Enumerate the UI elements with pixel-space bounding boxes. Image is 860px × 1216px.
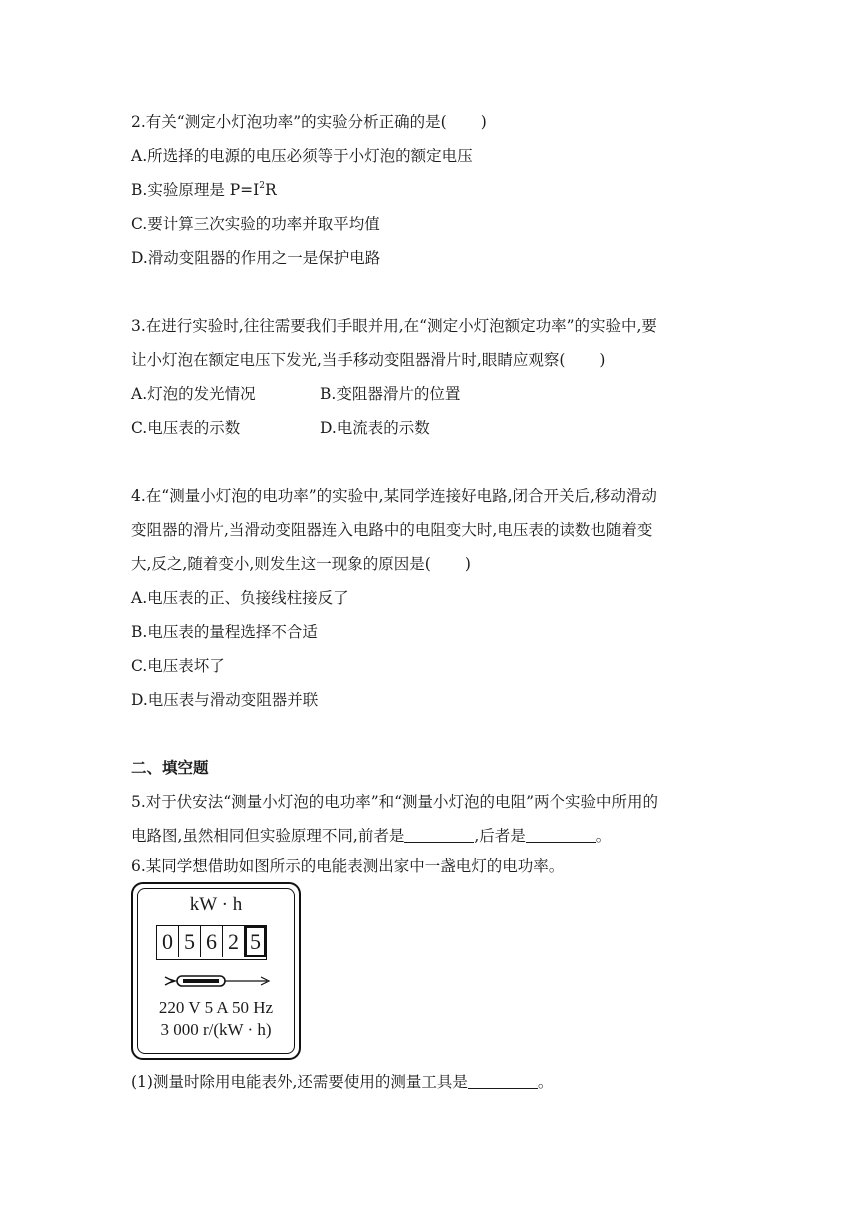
rotating-disc-icon <box>163 970 275 992</box>
fill-blank[interactable] <box>526 826 596 843</box>
q3-stem-line1: 3.在进行实验时,往往需要我们手眼并用,在“测定小灯泡额定功率”的实验中,要 <box>131 317 657 335</box>
q4-option-b: B.电压表的量程选择不合适 <box>131 623 318 641</box>
q2-stem: 2.有关“测定小灯泡功率”的实验分析正确的是( ) <box>131 113 487 131</box>
q3-option-b: B.变阻器滑片的位置 <box>320 385 461 403</box>
q2-option-c: C.要计算三次实验的功率并取平均值 <box>131 215 380 233</box>
meter-constant-label: 3 000 r/(kW · h) <box>160 1020 272 1039</box>
q3-options-row1 <box>131 384 461 404</box>
meter-rating-label: 220 V 5 A 50 Hz <box>158 998 274 1017</box>
meter-digit: 0 <box>157 926 179 957</box>
fill-blank[interactable] <box>468 1072 538 1089</box>
meter-digit-decimal: 5 <box>245 926 266 957</box>
meter-unit-label: kW · h <box>189 894 243 915</box>
meter-digit: 2 <box>223 926 245 957</box>
q4-stem-line1: 4.在“测量小灯泡的电功率”的实验中,某同学连接好电路,闭合开关后,移动滑动 <box>131 487 657 505</box>
q5-stem-line2: 电路图,虽然相同但实验原理不同,前者是 ,后者是 。 <box>131 827 612 845</box>
energy-meter-figure <box>131 882 301 1060</box>
fill-blank[interactable] <box>404 826 474 843</box>
q4-stem-line3: 大,反之,随着变小,则发生这一现象的原因是( ) <box>131 555 471 573</box>
section-title: 二、填空题 <box>131 759 209 777</box>
q5-stem-line1: 5.对于伏安法“测量小灯泡的电功率”和“测量小灯泡的电阻”两个实验中所用的 <box>131 793 658 811</box>
q3-stem-line2: 让小灯泡在额定电压下发光,当手移动变阻器滑片时,眼睛应观察( ) <box>131 351 606 369</box>
meter-digit: 6 <box>201 926 223 957</box>
q2-option-b: B.实验原理是 $P=I^2R$ <box>131 181 277 199</box>
q2-option-a: A.所选择的电源的电压必须等于小灯泡的额定电压 <box>131 147 473 165</box>
q3-option-c: C.电压表的示数 <box>131 419 241 437</box>
q2-option-d: D.滑动变阻器的作用之一是保护电路 <box>131 249 381 267</box>
q3-options-row2 <box>131 418 430 438</box>
q6-stem: 6.某同学想借助如图所示的电能表测出家中一盏电灯的电功率。 <box>131 857 565 875</box>
meter-digit: 5 <box>179 926 201 957</box>
q6-sub1: (1)测量时除用电能表外,还需要使用的测量工具是 。 <box>131 1073 554 1091</box>
meter-digit-window <box>156 925 267 960</box>
q4-option-c: C.电压表坏了 <box>131 657 225 675</box>
q4-option-d: D.电压表与滑动变阻器并联 <box>131 691 319 709</box>
q4-stem-line2: 变阻器的滑片,当滑动变阻器连入电路中的电阻变大时,电压表的读数也随着变 <box>131 521 653 539</box>
q3-option-a: A.灯泡的发光情况 <box>131 385 256 403</box>
q4-option-a: A.电压表的正、负接线柱接反了 <box>131 589 349 607</box>
q3-option-d: D.电流表的示数 <box>320 419 430 437</box>
